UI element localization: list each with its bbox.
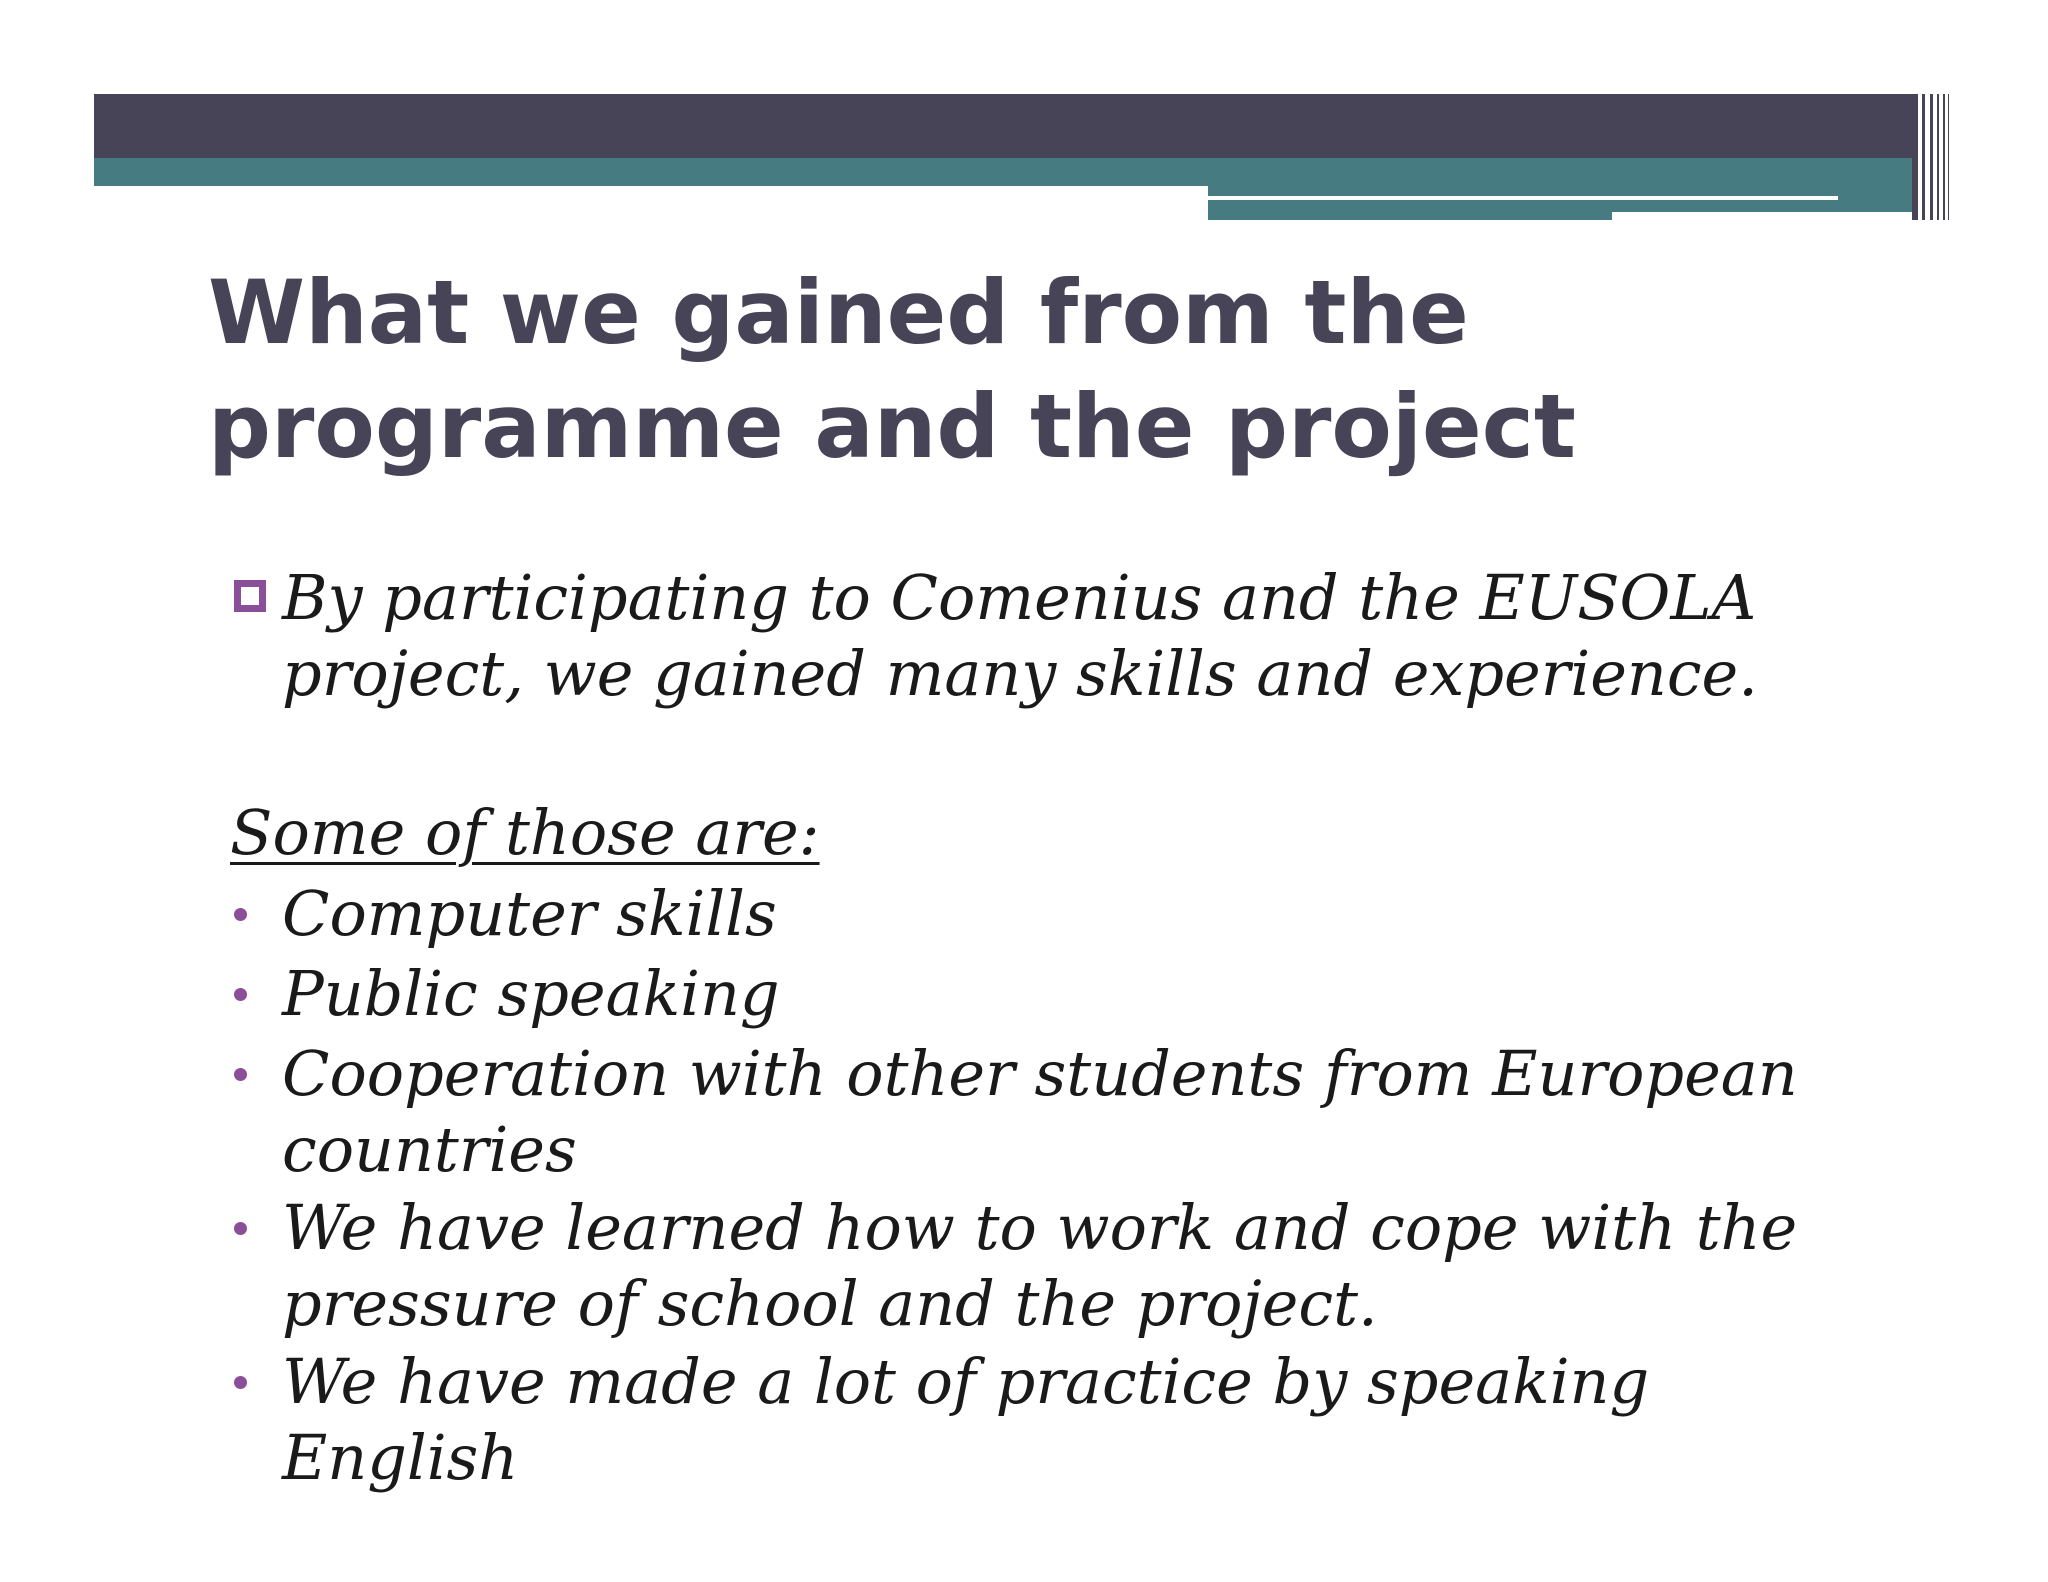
list-item-text: Cooperation with other students from European countries [282, 1037, 1798, 1186]
list-item [230, 1190, 1870, 1342]
header-accent-line-lower [1612, 212, 1912, 220]
list-item-text: Public speaking [282, 957, 780, 1030]
header-accent-line [1208, 196, 1838, 200]
intro-text: By participating to Comenius and the EUSOLA project, we gained many skills and experience. [282, 561, 1758, 710]
bullet-dot-icon [234, 1222, 247, 1235]
list-item-text: Computer skills [282, 877, 777, 950]
skills-subheading: Some of those are: [230, 796, 820, 869]
header-band-dark [94, 94, 1912, 158]
list-item-text: We have made a lot of practice by speaking English [282, 1345, 1650, 1494]
list-item-text: We have learned how to work and cope with the pressure of school and the project. [282, 1191, 1798, 1340]
skills-list [230, 876, 1870, 1500]
list-item [230, 956, 1870, 1032]
checkbox-icon [234, 580, 266, 612]
header-band-teal [94, 158, 1912, 186]
bullet-dot-icon [234, 1376, 247, 1389]
bullet-dot-icon [234, 988, 247, 1001]
list-item [230, 1036, 1870, 1188]
bullet-dot-icon [234, 908, 247, 921]
list-item [230, 1344, 1870, 1496]
list-item [230, 876, 1870, 952]
header-stripe [1948, 94, 1949, 220]
slide-title: What we gained from the programme and the project [208, 261, 1576, 478]
intro-paragraph [230, 560, 1842, 712]
bullet-dot-icon [234, 1068, 247, 1081]
header-stripes [1912, 94, 1949, 220]
